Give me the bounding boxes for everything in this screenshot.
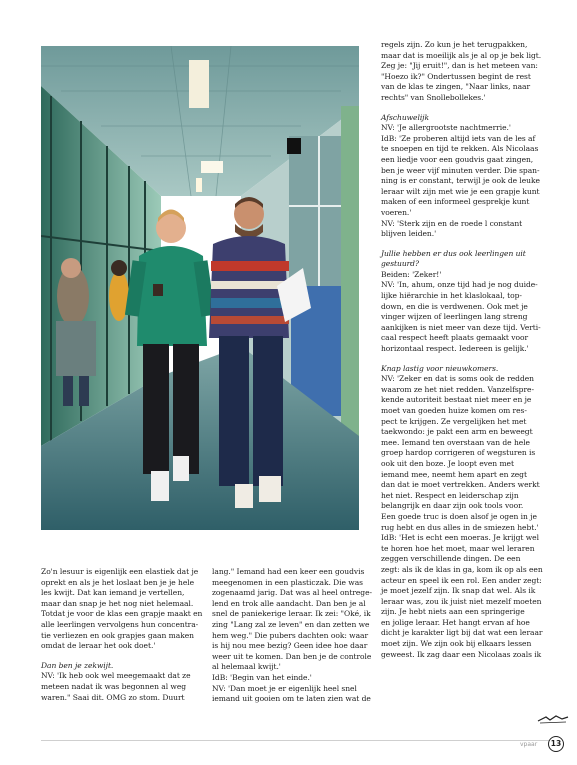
text-line: ook uit den boze. Je loopt even met: [381, 458, 514, 468]
text-line: regels zijn. Zo kun je het terugpakken,: [381, 40, 528, 49]
text-line: zeggen verschillende dingen. De een: [381, 554, 521, 564]
text-line: Jullie hebben er dus ook leerlingen uit: [381, 248, 526, 258]
text-line: kende autoriteit bestaat niet meer en je: [381, 395, 532, 405]
text-line: ning is er constant, terwijl je ook de leuke: [381, 176, 540, 186]
text-line: je moet jezelf zijn. Ik snap dat wel. Als ik: [381, 586, 536, 596]
text-line: horizontaal respect. Iedereen is gelijk.': [381, 344, 529, 354]
page-number: 13: [548, 736, 564, 752]
text-line: NV: 'Ik heb ook wel meegemaakt dat ze: [41, 671, 191, 681]
text-line: alle leerlingen vervolgens hun concentra-: [41, 619, 199, 629]
text-line: iemand uit gooien om te laten zien wat de: [212, 694, 371, 704]
text-line: leraar wilt zijn met wie je een grapje kunt: [381, 186, 540, 196]
article-column-right: [381, 40, 541, 660]
text-line: zing "Lang zal ze leven" en dan zetten we: [212, 619, 370, 629]
text-line: een liedje voor een goudvis gaat zingen,: [381, 154, 534, 164]
text-line: "Hoezo ik?" Ondertussen begint de rest: [381, 71, 531, 81]
text-line: al helemaal kwijt.': [212, 662, 281, 672]
text-line: van de klas te zingen, "Naar links, naar: [381, 82, 531, 92]
text-line: IdB: 'Het is echt een moeras. Je krijgt wel: [381, 533, 539, 543]
text-line: NV: 'Dan moet je er eigenlijk heel snel: [212, 683, 357, 693]
text-line: lend en trok alle aandacht. Dan ben je al: [212, 598, 366, 608]
text-line: lijke hiërarchie in het klaslokaal, top-: [381, 291, 522, 301]
text-line: voeren.': [381, 207, 412, 217]
text-line: belangrijk en daar zijn ook tools voor.: [381, 501, 524, 511]
text-line: NV: 'Zeker en dat is soms ook de redden: [381, 374, 534, 384]
text-line: acteur en speel ik een rol. Een ander zegt:: [381, 575, 542, 585]
text-line: Knap lastig voor nieuwkomers.: [381, 363, 499, 373]
text-line: les kwijt. Dat kan iemand je vertellen,: [41, 588, 185, 598]
text-line: rechts" van Snollebollekes.': [381, 92, 486, 102]
article-photo: [41, 46, 359, 530]
text-line: waarom ze het niet redden. Vanzelfspre-: [381, 384, 534, 394]
text-line: pect te krijgen. Ze vergelijken het met: [381, 416, 527, 426]
text-line: maar dan snap je het nog niet helemaal.: [41, 598, 194, 608]
text-line: geweest. Ik zag daar een Nicolaas zoals ik: [381, 649, 542, 659]
text-line: dan dat ie moet vertrekken. Anders werkt: [381, 480, 540, 490]
text-line: NV: 'Sterk zijn en de roede l constant: [381, 218, 523, 228]
text-line: snel de paniekerige leraar. Ik zei: "Oké, ik: [212, 609, 371, 619]
text-line: omdat de leraar het ook doet.': [41, 641, 156, 651]
corridor-photo-illustration: [41, 46, 359, 530]
text-line: oprekt en als je het loslaat ben je je hele: [41, 577, 195, 587]
text-line: IdB: 'Begin van het einde.': [212, 672, 312, 682]
text-line: NV: 'In, ahum, onze tijd had je nog duide-: [381, 280, 538, 290]
text-line: zogenaamd jarig. Dat was al heel ontrege-: [212, 588, 372, 598]
text-line: weer uit te komen. Dan ben je de controle: [212, 651, 372, 661]
text-line: caal respect heeft plaats gemaakt voor: [381, 333, 529, 343]
text-line: tie verliezen en ook grapjes gaan maken: [41, 630, 194, 640]
text-line: iemand mee, neemt hem apart en zegt: [381, 469, 527, 479]
text-line: het niet. Respect en leiderschap zijn: [381, 490, 519, 500]
text-line: groep hardop corrigeren of wegsturen is: [381, 448, 536, 458]
text-line: vinger wijzen of leerlingen lang streng: [381, 312, 528, 322]
text-line: te horen hoe het moet, maar wel leraren: [381, 543, 535, 553]
text-line: maken of een informeel gesprekje kunt: [381, 197, 530, 207]
text-line: waren." Saai dit. OMG zo stom. Duurt: [41, 692, 185, 702]
text-line: down, en die is verdwenen. Ook met je: [381, 301, 528, 311]
text-line: gestuurd?: [381, 259, 419, 269]
text-line: Dan ben je zekwijt.: [41, 660, 114, 670]
text-line: taekwondo: je pakt een arm en beweegt: [381, 427, 533, 437]
text-line: moet van goeden huize komen om res-: [381, 406, 527, 415]
text-line: leraar was, zou ik juist niet mezelf moeten: [381, 596, 542, 606]
text-line: meegenomen in een plasticzak. Die was: [212, 577, 363, 587]
text-line: rug hebt en dus alles in de smiezen hebt.': [381, 522, 539, 532]
text-line: zijn. Je hebt niets aan een springerige: [381, 607, 525, 617]
text-line: te snoepen en tijd te rekken. Als Nicolaas: [381, 144, 539, 154]
article-column-left: [41, 567, 203, 703]
text-line: aankijken is niet meer van deze tijd. Verti-: [381, 322, 541, 332]
text-line: mee. Iemand ten overstaan van de hele: [381, 437, 530, 447]
footer-divider: [41, 740, 549, 741]
text-line: Totdat je voor de klas een grapje maakt en: [41, 609, 203, 619]
text-line: maar dat is moeilijk als je al op je bek ligt.: [381, 50, 542, 60]
signature-scribble-icon: [536, 711, 570, 727]
text-line: zegt: als ik de klas in ga, kom ik op als een: [381, 564, 543, 574]
article-column-middle: [212, 567, 372, 705]
footer-mark: vpaar: [520, 741, 538, 748]
text-line: en jolige leraar. Het hangt ervan af hoe: [381, 617, 530, 627]
text-line: ben je weer vijf minuten verder. Die span-: [381, 165, 540, 175]
text-line: NV: 'Je allergrootste nachtmerrie.': [381, 123, 511, 133]
text-line: meteen nadat ik was begonnen al weg: [41, 681, 187, 691]
text-line: dicht je karakter ligt bij dat wat een leraar: [381, 628, 543, 638]
text-line: is hij nou mee bezig? Geen idee hoe daar: [212, 641, 368, 651]
text-line: Beiden: 'Zeker!': [381, 269, 442, 279]
text-line: lang." Iemand had een keer een goudvis: [212, 567, 365, 576]
text-line: hem weg." Die pubers dachten ook: waar: [212, 630, 369, 640]
text-line: Zo'n lesuur is eigenlijk een elastiek dat je: [41, 567, 199, 576]
text-line: Zeg je: "Jij eruit!", dan is het meteen van:: [381, 61, 538, 71]
text-line: blijven leiden.': [381, 229, 437, 239]
text-line: moet zijn. We zijn ook bij elkaars lessen: [381, 639, 532, 649]
text-line: Afschuwelijk: [381, 112, 429, 122]
text-line: IdB: 'Ze proberen altijd iets van de les af: [381, 133, 536, 143]
text-line: Een goede truc is doen alsof je ogen in je: [381, 511, 537, 521]
